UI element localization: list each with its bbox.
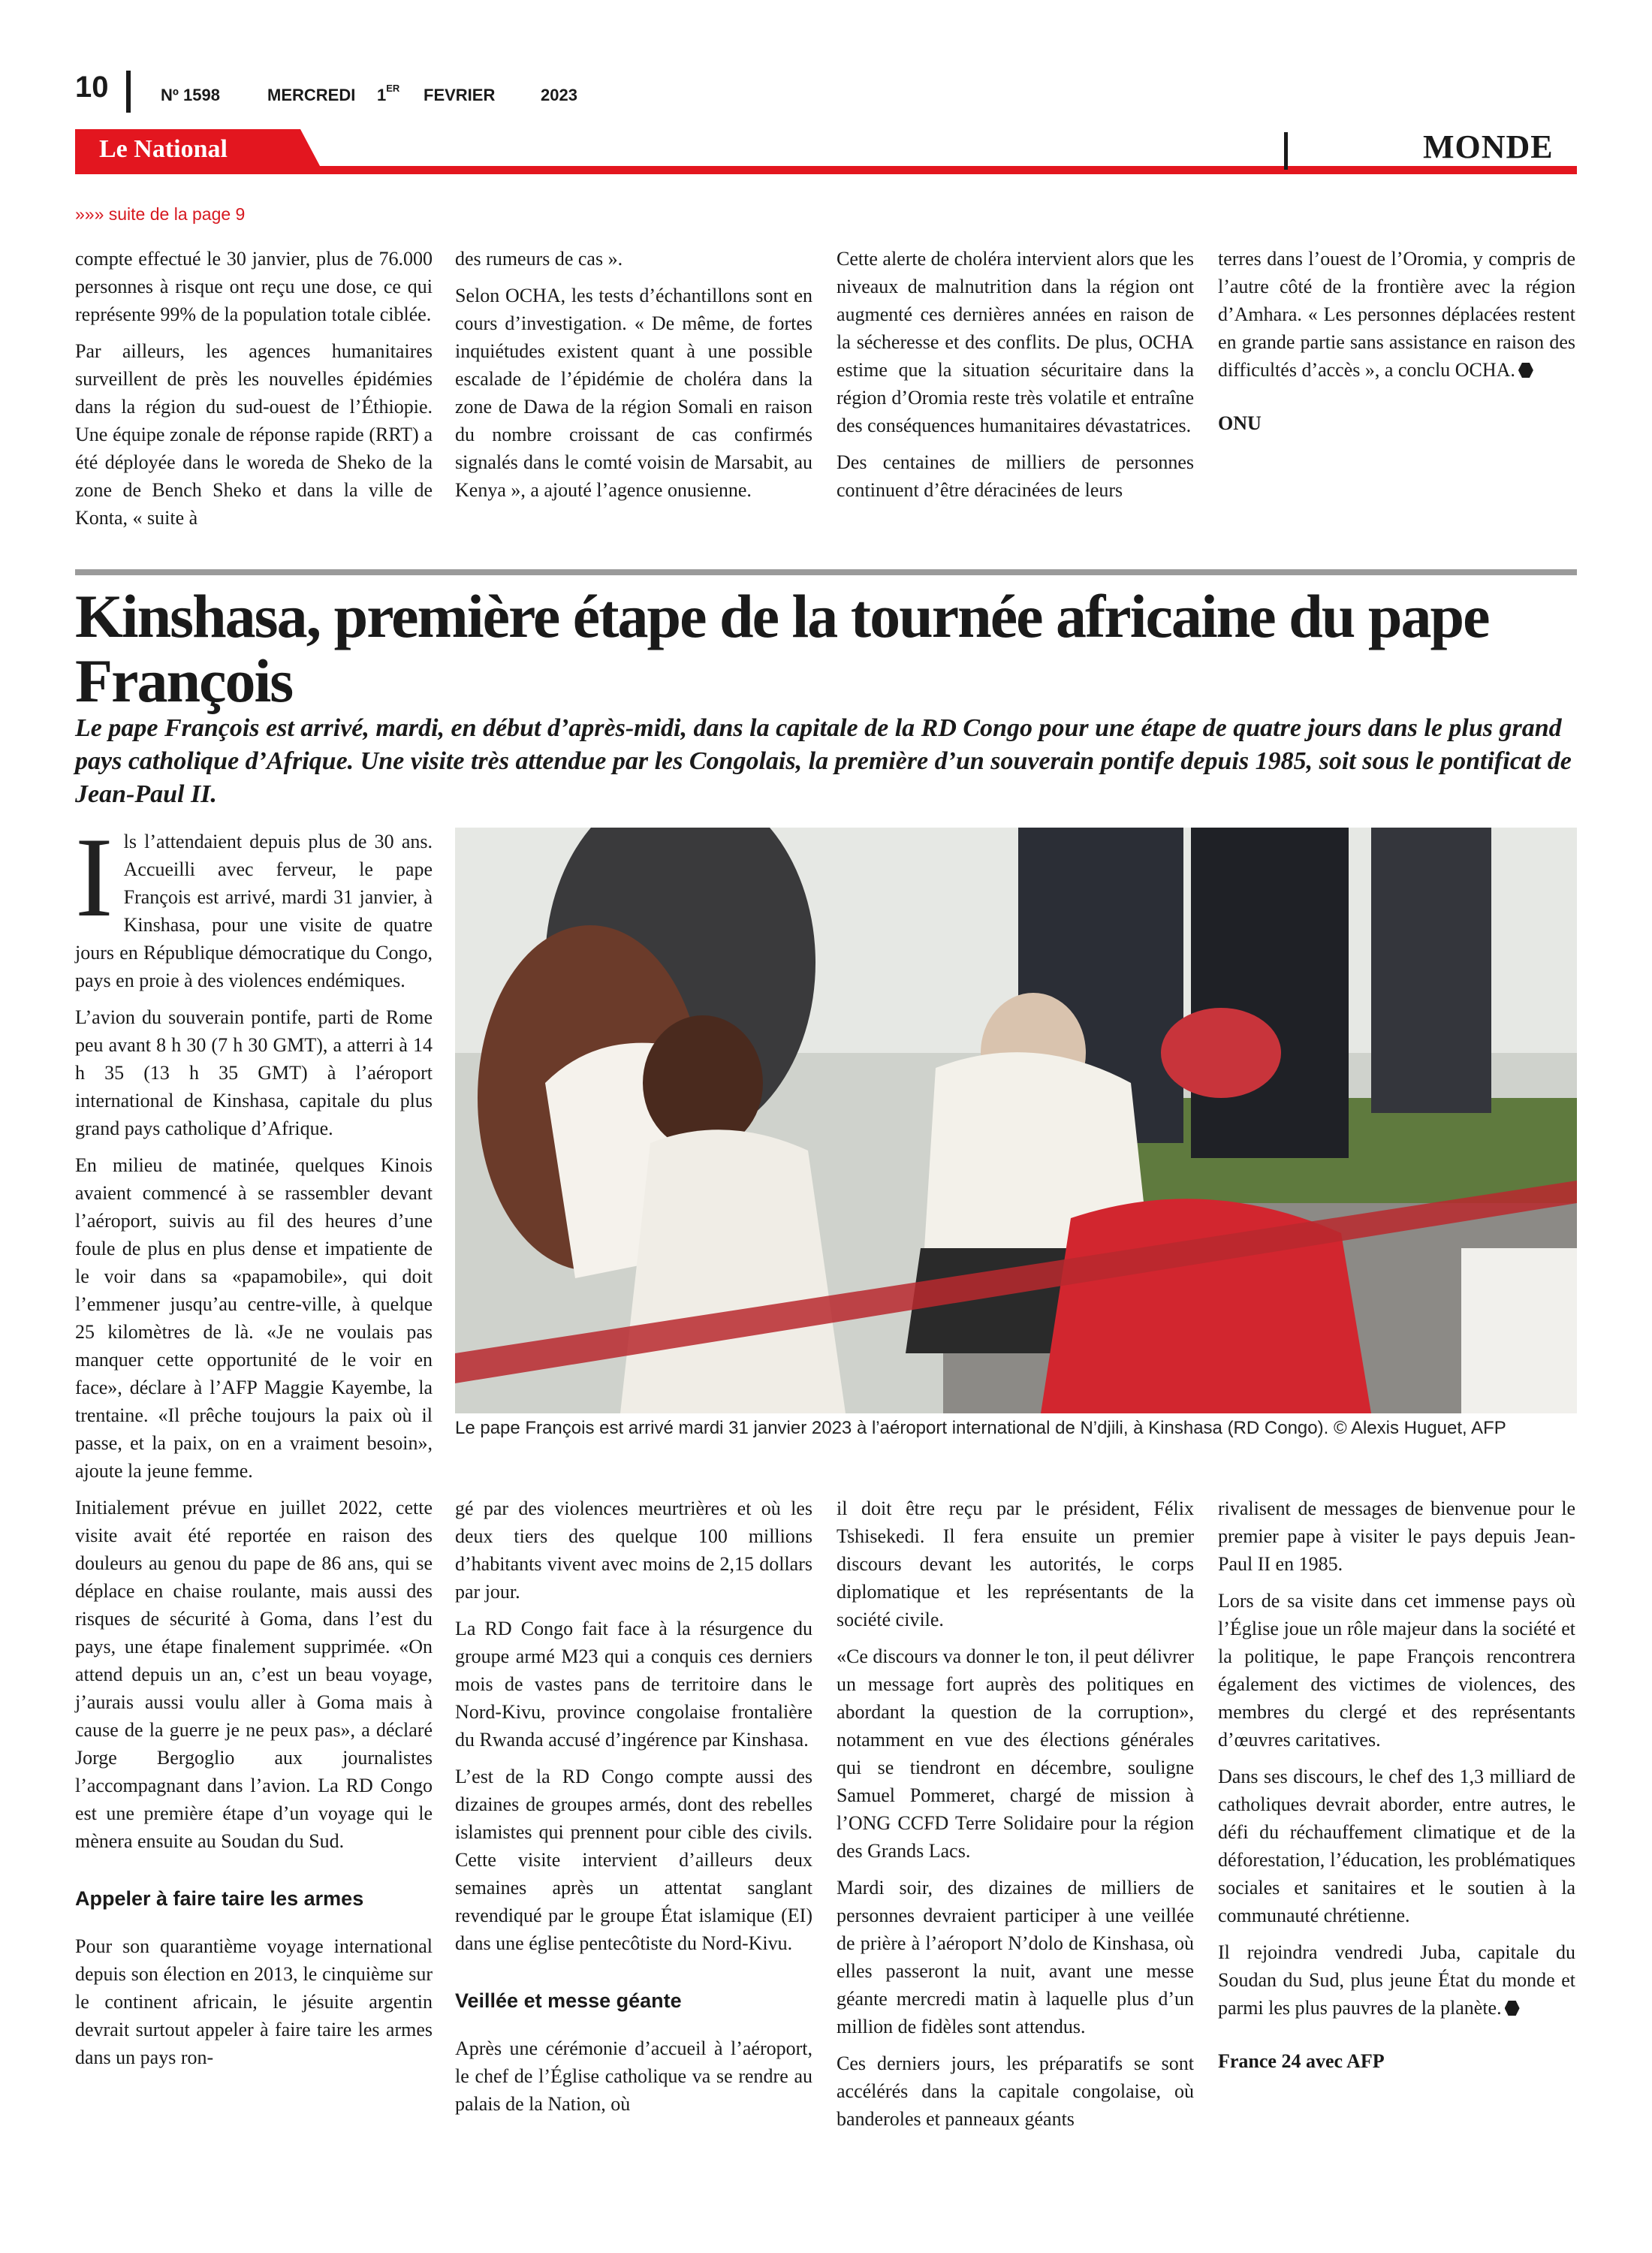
- paragraph: Pour son quarantième voyage international depuis son élection en 2013, le cinquième sur le continent africain, le jésuite argentin devrait surtout appeler à faire taire les armes dans un pays ron-: [75, 1935, 433, 2068]
- paragraph-text: terres dans l’ouest de l’Oromia, y compris de l’autre côté de la frontière avec la région d’Amhara. « Les personnes déplacées restent en grande partie sans assistance en raison des difficultés d’accès », a conclu OCHA.: [1218, 248, 1575, 381]
- date-month: FEVRIER: [424, 86, 496, 104]
- date-day: [377, 83, 400, 105]
- paragraph: rivalisent de messages de bienvenue pour le premier pape à visiter le pays depuis Jean-Paul II en 1985.: [1218, 1497, 1575, 1575]
- section-divider: [1284, 132, 1288, 170]
- page-number-divider: [126, 71, 131, 113]
- end-of-article-icon: [1505, 2001, 1520, 2016]
- photo-caption: Le pape François est arrivé mardi 31 janvier 2023 à l’aéroport international de N’djili, à Kinshasa (RD Congo). © Alexis Huguet, AFP: [455, 1418, 1506, 1438]
- paragraph: La RD Congo fait face à la résurgence du groupe armé M23 qui a conquis ces derniers mois de vastes pans de territoire dans le Nord-Kivu, province congolaise frontalière du Rwanda accusé d’ingérence par Kinshasa.: [455, 1618, 812, 1751]
- paragraph: Cette alerte de choléra intervient alors que les niveaux de malnutrition dans la région ont augmenté ces dernières années en raison de la sécheresse et des conflits. De plus, OCHA estime que la situation sécuritaire dans la région d’Oromia reste très volatile et entraîne des conséquences humanitaires dévastatrices.: [837, 248, 1194, 436]
- drop-cap: I: [75, 814, 113, 940]
- top-article-column-1: [75, 245, 433, 541]
- paragraph: L’est de la RD Congo compte aussi des dizaines de groupes armés, dont des rebelles islamistes qui prennent pour cible des civils. Cette visite intervient d’ailleurs deux semaines après un attentat sanglant revendiqué par le groupe État islamique (EI) dans une église pentecôtiste du Nord-Kivu.: [455, 1766, 812, 1954]
- paragraph: Selon OCHA, les tests d’échantillons sont en cours d’investigation. « De même, de fortes inquiétudes existent quant à une possible escalade de l’épidémie de choléra dans la zone de Dawa de la région Somali en raison du nombre croissant de cas confirmés signalés dans le comté voisin de Marsabit, au Kenya », a ajouté l’agence onusienne.: [455, 285, 812, 501]
- top-article-column-3: [837, 245, 1194, 513]
- paragraph: Ces derniers jours, les préparatifs se sont accélérés dans la capitale congolaise, où banderoles et panneaux géants: [837, 2052, 1194, 2130]
- main-article-column-1: [75, 814, 433, 2080]
- top-article-column-2: [455, 245, 812, 513]
- article-headline: Kinshasa, première étape de la tournée africaine du pape François: [75, 582, 1489, 715]
- header-red-band: [75, 129, 1577, 174]
- date-weekday: MERCREDI: [267, 86, 356, 104]
- photo-pope-francis-kinshasa: [455, 828, 1577, 1413]
- paragraph: Lors de sa visite dans cet immense pays où l’Église joue un rôle majeur dans la société et la politique, le pape François rencontrera également des victimes de violences, des membres du clergé et des représentants d’œuvres caritatives.: [1218, 1590, 1575, 1751]
- paragraph: Dans ses discours, le chef des 1,3 milliard de catholiques devrait aborder, entre autres, le défi du réchauffement climatique et de la déforestation, l’éducation, les problématiques sociales et sanitaires et le soutien à la communauté chrétienne.: [1218, 1766, 1575, 1926]
- main-article-column-2: [455, 1494, 812, 2127]
- paragraph: Après une cérémonie d’accueil à l’aéroport, le chef de l’Église catholique va se rendre au palais de la Nation, où: [455, 2037, 812, 2115]
- page-number: 10: [75, 71, 109, 104]
- article-photo: [455, 828, 1577, 1413]
- main-article-column-4: [1218, 1494, 1575, 2084]
- paragraph: gé par des violences meurtrières et où les deux tiers des quelque 100 millions d’habitants vivent avec moins de 2,15 dollars par jour.: [455, 1497, 812, 1603]
- article-signature: ONU: [1218, 412, 1262, 434]
- brand-logo-text: Le National: [99, 135, 228, 163]
- subheading: Appeler à faire taire les armes: [75, 1887, 364, 1910]
- lead-paragraph: [75, 814, 433, 994]
- article-deck: Le pape François est arrivé, mardi, en début d’après-midi, dans la capitale de la RD Congo pour une étape de quatre jours dans le plus grand pays catholique d’Afrique. Une visite très attendue par les Congolais, la première d’un souverain pontife depuis 1985, soit sous le pontificat de Jean-Paul II.: [75, 714, 1572, 808]
- date-year: 2023: [541, 86, 577, 104]
- paragraph: il doit être reçu par le président, Félix Tshisekedi. Il fera ensuite un premier discours devant les autorités, le corps diplomatique et les représentants de la société civile.: [837, 1497, 1194, 1630]
- lead-paragraph-text: ls l’attendaient depuis plus de 30 ans. Accueilli avec ferveur, le pape François est arrivé, mardi 31 janvier, à Kinshasa, pour une visite de quatre jours en République démocratique du Congo, pays en proie à des violences endémiques.: [75, 831, 433, 991]
- paragraph: compte effectué le 30 janvier, plus de 76.000 personnes à risque ont reçu une dose, ce qui représente 99% de la population totale ciblée.: [75, 248, 433, 325]
- main-article-column-3: [837, 1494, 1194, 2142]
- date-day-suffix: ER: [386, 83, 400, 94]
- paragraph: Initialement prévue en juillet 2022, cette visite avait été reportée en raison des douleurs au genou du pape de 86 ans, qui se déplace en chaise roulante, mais aussi des risques de sécurité à Goma, dans l’est du pays, une étape finalement supprimée. «On attend depuis un an, c’est un beau voyage, j’aurais aussi voulu aller à Goma mais à cause de la guerre je ne peux pas», a déclaré Jorge Bergoglio aux journalistes l’accompagnant dans l’avion. La RD Congo est une première étape d’un voyage qui le mènera ensuite au Soudan du Sud.: [75, 1497, 433, 1852]
- continued-from-label: »»» suite de la page 9: [75, 204, 246, 224]
- paragraph-text: Il rejoindra vendredi Juba, capitale du Soudan du Sud, plus jeune État du monde et parmi les plus pauvres de la planète.: [1218, 1941, 1575, 2019]
- paragraph: «Ce discours va donner le ton, il peut délivrer un message fort auprès des politiques en abordant la question de la corruption», notamment en vue des élections générales qui se tiendront en décembre, souligne Samuel Pommeret, chargé de mission à l’ONG CCFD Terre Solidaire pour la région des Grands Lacs.: [837, 1645, 1194, 1862]
- subheading: Veillée et messe géante: [455, 1989, 682, 2012]
- issue-number: Nº 1598: [161, 86, 220, 104]
- paragraph: Mardi soir, des dizaines de milliers de personnes devraient participer à une veillée de prière à l’aéroport N’dolo de Kinshasa, où elles passeront la nuit, avant une messe géante mercredi matin à laquelle plus d’un million de fidèles sont attendus.: [837, 1877, 1194, 2037]
- section-title: MONDE: [1423, 128, 1554, 165]
- paragraph: Des centaines de milliers de personnes continuent d’être déracinées de leurs: [837, 451, 1194, 501]
- article-signature: France 24 avec AFP: [1218, 2050, 1385, 2072]
- article-divider: [75, 569, 1577, 575]
- paragraph: En milieu de matinée, quelques Kinois avaient commencé à se rassembler devant l’aéroport, suivis au fil des heures d’une foule de plus en plus dense et impatiente de le voir dans sa «papamobile», qui doit l’emmener jusqu’au centre-ville, à quelque 25 kilomètres de là. «Je ne voulais pas manquer cette opportunité de le voir en face», déclare à l’AFP Maggie Kayembe, la trentaine. «Il prêche toujours la paix où il passe, et la paix, on en a vraiment besoin», ajoute la jeune femme.: [75, 1154, 433, 1482]
- date-day-number: 1: [377, 86, 387, 104]
- top-article-column-4: [1218, 245, 1575, 446]
- paragraph: [1218, 1938, 1575, 2022]
- paragraph: L’avion du souverain pontife, parti de Rome peu avant 8 h 30 (7 h 30 GMT), a atterri à 14 h 35 (13 h 35 GMT) à l’aéroport international de Kinshasa, capitale du plus grand pays catholique d’Afrique.: [75, 1006, 433, 1139]
- paragraph: Par ailleurs, les agences humanitaires surveillent de près les nouvelles épidémies dans la région du sud-ouest de l’Éthiopie. Une équipe zonale de réponse rapide (RRT) a été déployée dans le woreda de Sheko de la zone de Bench Sheko et dans la ville de Konta, « suite à: [75, 340, 433, 529]
- paragraph: des rumeurs de cas ».: [455, 248, 623, 270]
- paragraph: [1218, 245, 1575, 384]
- end-of-article-icon: [1518, 363, 1533, 378]
